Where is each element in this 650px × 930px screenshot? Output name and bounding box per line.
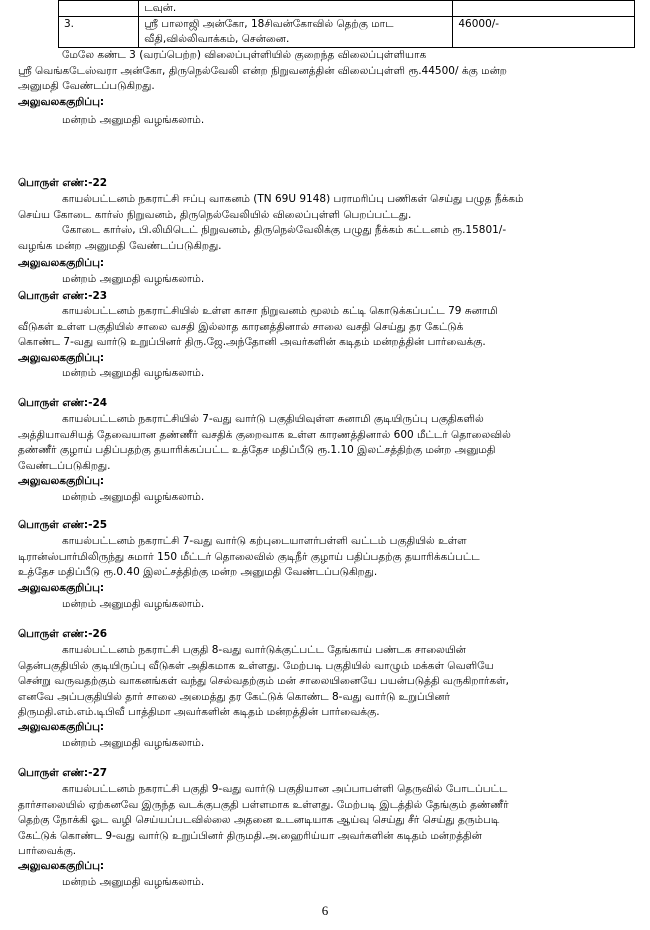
approval-text: மன்றம் அனுமதி வழங்கலாம். <box>62 114 205 126</box>
text-line: காயல்பட்டனம் நகராட்சி பகுதி 9-வது வார்டு பகுதியான அப்பாபள்ளி தெருவில் போடப்பட்ட <box>62 783 508 795</box>
approval-text: மன்றம் அனுமதி வழங்கலாம். <box>62 876 205 888</box>
item-body <box>18 304 630 351</box>
table-cell-serial: 3. <box>59 17 139 48</box>
text-line: மேலே கண்ட 3 (வரப்பெற்ற) விலைப்புள்ளியில் குறைந்த விலைப்புள்ளியாக <box>62 49 427 61</box>
approval-text: மன்றம் அனுமதி வழங்கலாம். <box>62 273 205 285</box>
approval-text: மன்றம் அனுமதி வழங்கலாம். <box>62 737 205 749</box>
text-line: டிரான்ஸ்பார்மிலிருந்து சுமார் 150 மீட்டர் தொலைவில் குடிநீர் குழாய் பதிப்பதற்கு தயாரிக்கப்பட்ட <box>18 550 480 563</box>
office-note-label: அலுவலககுறிப்பு: <box>18 721 105 733</box>
item-body <box>18 534 630 581</box>
text-line: வேண்டப்படுகிறது. <box>18 459 111 472</box>
text-line: தெற்கு நோக்கி ஓட வழி செய்யப்படவில்லை அதனை உடனடியாக ஆய்வு செய்து சீர் செய்து தரும்படி <box>18 814 500 826</box>
office-note-label: அலுவலககுறிப்பு: <box>18 582 105 594</box>
item-heading: பொருள் எண்:-23 <box>18 290 108 302</box>
item-heading: பொருள் எண்:-26 <box>18 628 108 640</box>
item-heading: பொருள் எண்:-25 <box>18 519 108 531</box>
text-line: தென்பகுதியில் குடியிருப்பு வீடுகள் அதிகமாக உள்ளது. மேற்படி பகுதியில் வாழும் மக்கள் வெளியே <box>18 659 494 672</box>
intro-paragraph <box>18 48 630 95</box>
item-body <box>18 412 630 474</box>
item-body <box>18 643 630 721</box>
text-line: எனவே அப்பகுதியில் தார் சாலை அமைத்து தர கேட்டுக் கொண்ட 8-வது வார்டு உறுப்பினர் <box>18 690 451 703</box>
approval-text: மன்றம் அனுமதி வழங்கலாம். <box>62 491 205 503</box>
text-line: செய்ய கோடை கார்ஸ் நிறுவனம், திருநெல்வேலியில் விலைப்புள்ளி பெறப்பட்டது. <box>18 208 412 221</box>
table-cell <box>59 1 139 17</box>
approval-text: மன்றம் அனுமதி வழங்கலாம். <box>62 598 205 610</box>
table-cell: டவுன். <box>139 1 453 17</box>
text-line: அனுமதி வேண்டப்படுகிறது. <box>18 80 155 92</box>
vendor-line: வீதி,வில்லிவாக்கம், சென்னை. <box>144 33 290 45</box>
table-row <box>59 1 635 17</box>
office-note-label: அலுவலககுறிப்பு: <box>18 860 105 872</box>
text-line: வழங்க மன்ற அனுமதி வேண்டப்படுகிறது. <box>18 239 222 252</box>
table-row <box>59 17 635 48</box>
text-line: ஸ்ரீ வெங்கடேஸ்வரா அன்கோ, திருநெல்வேலி என்ற நிறுவனத்தின் விலைப்புள்ளி ரூ.44500/ க்கு மன்ற <box>18 64 507 77</box>
item-body <box>18 782 630 860</box>
table-cell-vendor <box>139 17 453 48</box>
text-line: கோடை கார்ஸ், பி.லிமிடெட் நிறுவனம், திருநெல்வேலிக்கு பழுது நீக்கம் கட்டனம் ரூ.15801/- <box>62 224 507 236</box>
office-note-label: அலுவலககுறிப்பு: <box>18 352 105 364</box>
vendor-line: ஸ்ரீ பாலாஜி அன்கோ, 18சிவன்கோவில் தெற்கு மாட <box>144 18 394 30</box>
item-heading: பொருள் எண்:-27 <box>18 767 108 779</box>
text-line: திருமதி.எம்.எம்.டிபிவீ பாத்திமா அவர்களின் கடிதம் மன்றத்தின் பார்வைக்கு. <box>18 706 380 718</box>
approval-text: மன்றம் அனுமதி வழங்கலாம். <box>62 367 205 379</box>
text-line: கேட்டுக் கொண்ட 9-வது வார்டு உறுப்பினர் திருமதி.அ.ஹைரிய்யா அவர்களின் கடிதம் மன்றத்தின் <box>18 829 482 842</box>
table-cell-amount: 46000/- <box>453 17 635 48</box>
office-note-label: அலுவலககுறிப்பு: <box>18 257 105 269</box>
text-line: காயல்பட்டனம் நகராட்சியில் உள்ள காசா நிறுவனம் மூலம் கட்டி கொடுக்கப்பட்ட 79 சுனாமி <box>62 305 498 317</box>
page-number: 6 <box>321 903 329 918</box>
text-line: காயல்பட்டனம் நகராட்சி ஈப்பு வாகனம் (TN 69U 9148) பராமரிப்பு பணிகள் செய்து பழுத நீக்கம் <box>62 193 524 205</box>
table-cell <box>453 1 635 17</box>
text-line: உத்தேச மதிப்பீடு ரூ.0.40 இலட்சத்திற்கு மன்ற அனுமதி வேண்டப்படுகிறது. <box>18 566 378 578</box>
text-line: காயல்பட்டனம் நகராட்சி 7-வது வார்டு கற்புடையாளர்பள்ளி வட்டம் பகுதியில் உள்ள <box>62 535 467 547</box>
text-line: அத்தியாவசியத் தேவையான தண்ணீர் வசதிக் குறைவாக உள்ள காரணத்தினால் 600 மீட்டர் தொலைவில் <box>18 428 511 441</box>
item-heading: பொருள் எண்:-22 <box>18 177 108 189</box>
quotation-table <box>58 0 635 48</box>
office-note-label: அலுவலககுறிப்பு: <box>18 96 105 108</box>
office-note-label: அலுவலககுறிப்பு: <box>18 475 105 487</box>
text-line: பார்வைக்கு. <box>18 845 77 857</box>
text-line: தண்ணீர் குழாய் பதிப்பதற்கு தயாரிக்கப்பட்ட உத்தேச மதிப்பீடு ரூ.1.10 இலட்சத்திற்கு மன்ற அனுமதி <box>18 444 496 456</box>
text-line: கொண்ட 7-வது வார்டு உறுப்பினர் திரு.ஜே.அந்தோனி அவர்களின் கடிதம் மன்றத்தின் பார்வைக்கு. <box>18 336 486 348</box>
text-line: தார்சாலையில் ஏற்கனவே இருந்த வடக்குபகுதி பள்ளமாக உள்ளது. மேற்படி இடத்தில் தேங்கும் தண்ணீர் <box>18 798 509 811</box>
text-line: காயல்பட்டனம் நகராட்சி பகுதி 8-வது வார்டுக்குட்பட்ட தேங்காய் பண்டக சாலையின் <box>62 644 466 656</box>
item-body <box>18 192 630 254</box>
text-line: காயல்பட்டனம் நகராட்சியில் 7-வது வார்டு பகுதியிவுள்ள சுனாமி குடியிருப்பு பகுதிகளில் <box>62 413 484 425</box>
text-line: சென்று வருவதற்கும் வாகனங்கள் வந்து செல்வதற்கும் மன் சாலையினையே பயன்படுத்தி வருகிறார்கள், <box>18 675 509 687</box>
text-line: வீடுகள் உள்ள பகுதியில் சாலை வசதி இல்லாத காரனத்தினால் சாலை வசதி செய்து தர கேட்டுக் <box>18 320 464 333</box>
item-heading: பொருள் எண்:-24 <box>18 397 108 409</box>
